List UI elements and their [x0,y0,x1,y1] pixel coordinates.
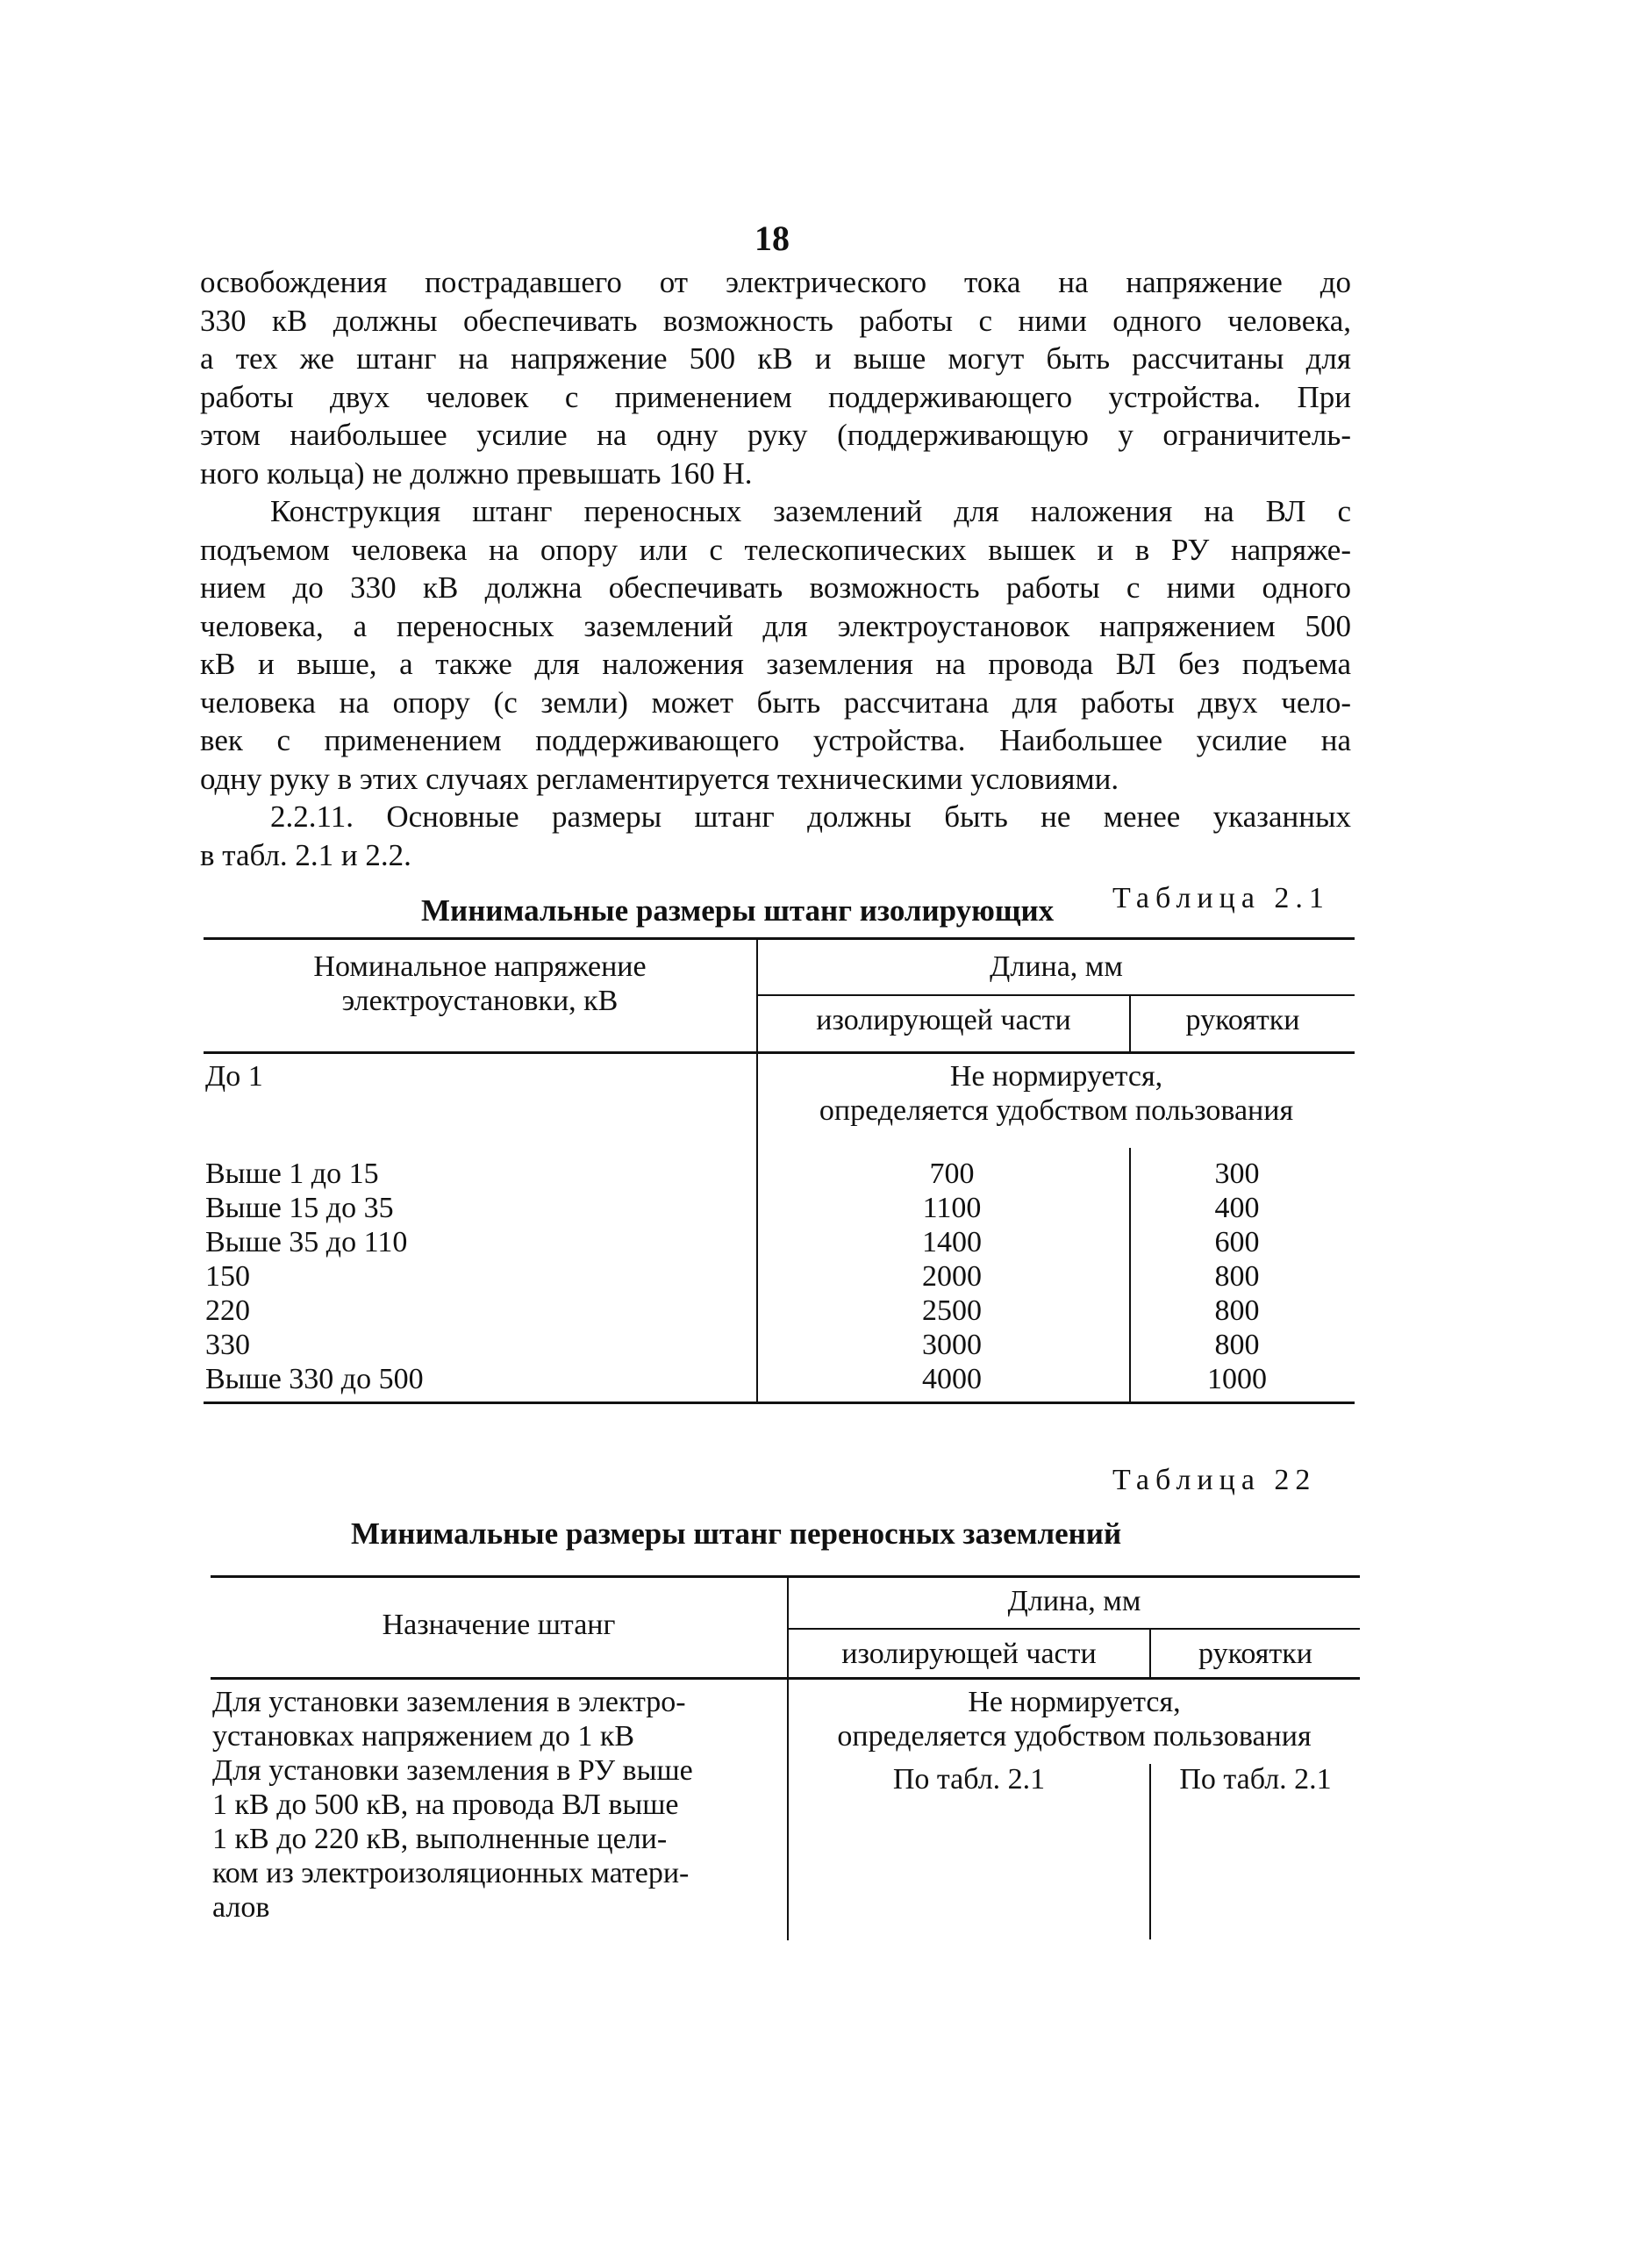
table2-row1-purpose [212,1685,686,1753]
table1-insulating-column [895,1157,1009,1396]
table-cell: 800 [1214,1329,1260,1361]
table-cell: 1100 [922,1192,982,1224]
table-cell: 4000 [922,1363,982,1395]
table1-first-row-voltage: До 1 [205,1060,263,1093]
table2-col3-header: рукоятки [1198,1638,1312,1670]
table-cell: 700 [929,1158,975,1190]
table-cell: Выше 330 до 500 [205,1363,424,1395]
table2-col2-header: изолирующей части [841,1638,1097,1670]
table2-row2-purpose [212,1753,693,1925]
table-cell: 600 [1214,1226,1260,1258]
text-line: век с применением поддерживающего устройства. Наибольшее усилие на [200,723,1351,757]
table1-col2-header: изолирующей части [816,1004,1071,1036]
text-line: освобождения пострадавшего от электрического тока на напряжение до [200,265,1351,299]
table-cell: Выше 15 до 35 [205,1192,394,1224]
text-line: 330 кВ должны обеспечивать возможность работы с ними одного человека, [200,303,1351,338]
table-cell: 300 [1214,1158,1260,1190]
table2-col1-header: Назначение штанг [382,1609,616,1641]
table2-row1-note [789,1685,1360,1753]
table1-col1-header [204,950,756,1018]
note-line: Не нормируется, [968,1686,1181,1718]
table-cell: 2500 [922,1294,982,1327]
table1-group-rule [758,994,1355,996]
table-cell: 330 [205,1329,250,1361]
cell-line: алов [212,1891,270,1924]
table1-group-header: Длина, мм [990,950,1123,983]
cell-line: ком из электроизоляционных матери- [212,1857,690,1889]
cell-line: Для установки заземления в РУ выше [212,1754,693,1787]
table-cell: 150 [205,1260,250,1293]
table1-bottom-rule [204,1401,1355,1404]
table1-header-rule [204,1051,1355,1054]
paragraph-1 [200,263,1351,492]
text-line: нием до 330 кВ должна обеспечивать возможность работы с ними одного [200,570,1351,605]
table-cell: Выше 1 до 15 [205,1158,379,1190]
note-line: Не нормируется, [949,1060,1163,1093]
table-cell: 1000 [1207,1363,1267,1395]
text-line: кВ и выше, а также для наложения заземления на провода ВЛ без подъема [200,647,1351,681]
table-cell: Выше 35 до 110 [205,1226,408,1258]
table2-row2-insulating: По табл. 2.1 [892,1763,1046,1796]
text-line: человека, а переносных заземлений для электроустановок напряжением 500 [200,608,1351,643]
paragraph-3 [200,798,1351,874]
text-line: а тех же штанг на напряжение 500 кВ и выше могут быть рассчитаны для [200,341,1351,376]
body-text [200,263,1351,874]
table1-first-row-note [758,1059,1355,1128]
table2-row2-handle: По табл. 2.1 [1179,1763,1332,1796]
cell-line: установках напряжением до 1 кВ [212,1720,635,1753]
table-cell: 3000 [922,1329,982,1361]
table1-label: Таблица 2.1 [1112,882,1330,914]
table1-voltage-column [205,1157,424,1396]
table2-top-rule [211,1575,1360,1578]
text-line: 2.2.11. Основные размеры штанг должны быть не менее указанных [270,799,1351,834]
table2-label: Таблица 22 [1112,1464,1317,1496]
text-line: ного кольца) не должно превышать 160 Н. [200,455,753,491]
text-line: человека на опору (с земли) может быть рассчитана для работы двух чело- [200,685,1351,720]
text-line: в табл. 2.1 и 2.2. [200,837,411,872]
table-cell: 1400 [922,1226,982,1258]
table1-col3-header: рукоятки [1185,1004,1300,1036]
table2-group-rule [789,1628,1360,1630]
table1-body-divider-2 [1129,1148,1131,1402]
table2-group-header: Длина, мм [1007,1585,1141,1617]
text-line: одну руку в этих случаях регламентируется техническими условиями. [200,761,1119,796]
table-cell: 400 [1214,1192,1260,1224]
table-cell: 2000 [922,1260,982,1293]
text-line: работы двух человек с применением поддерживающего устройства. При [200,379,1351,414]
table-cell: 800 [1214,1294,1260,1327]
text-line: подъемом человека на опору или с телескопических вышек и в РУ напряже- [200,532,1351,567]
table1-handle-column [1176,1157,1298,1396]
table-cell: 220 [205,1294,250,1327]
text-line: этом наибольшее усилие на одну руку (поддерживающую у ограничитель- [200,418,1351,452]
table-cell: 800 [1214,1260,1260,1293]
table1-top-rule [204,937,1355,940]
cell-line: Для установки заземления в электро- [212,1686,686,1718]
cell-line: 1 кВ до 220 кВ, выполненные цели- [212,1823,668,1855]
cell-line: 1 кВ до 500 кВ, на провода ВЛ выше [212,1789,679,1821]
text-line: Конструкция штанг переносных заземлений для наложения на ВЛ с [270,494,1351,528]
table2-header-rule [211,1677,1360,1680]
table1-caption: Минимальные размеры штанг изолирующих [421,893,1055,928]
note-line: определяется удобством пользования [819,1094,1294,1127]
header-line: Номинальное напряжение [313,950,647,983]
page-number: 18 [754,219,790,258]
table2-caption: Минимальные размеры штанг переносных заземлений [351,1516,1122,1551]
note-line: определяется удобством пользования [837,1720,1312,1753]
header-line: электроустановки, кВ [341,985,619,1017]
paragraph-2 [200,492,1351,798]
